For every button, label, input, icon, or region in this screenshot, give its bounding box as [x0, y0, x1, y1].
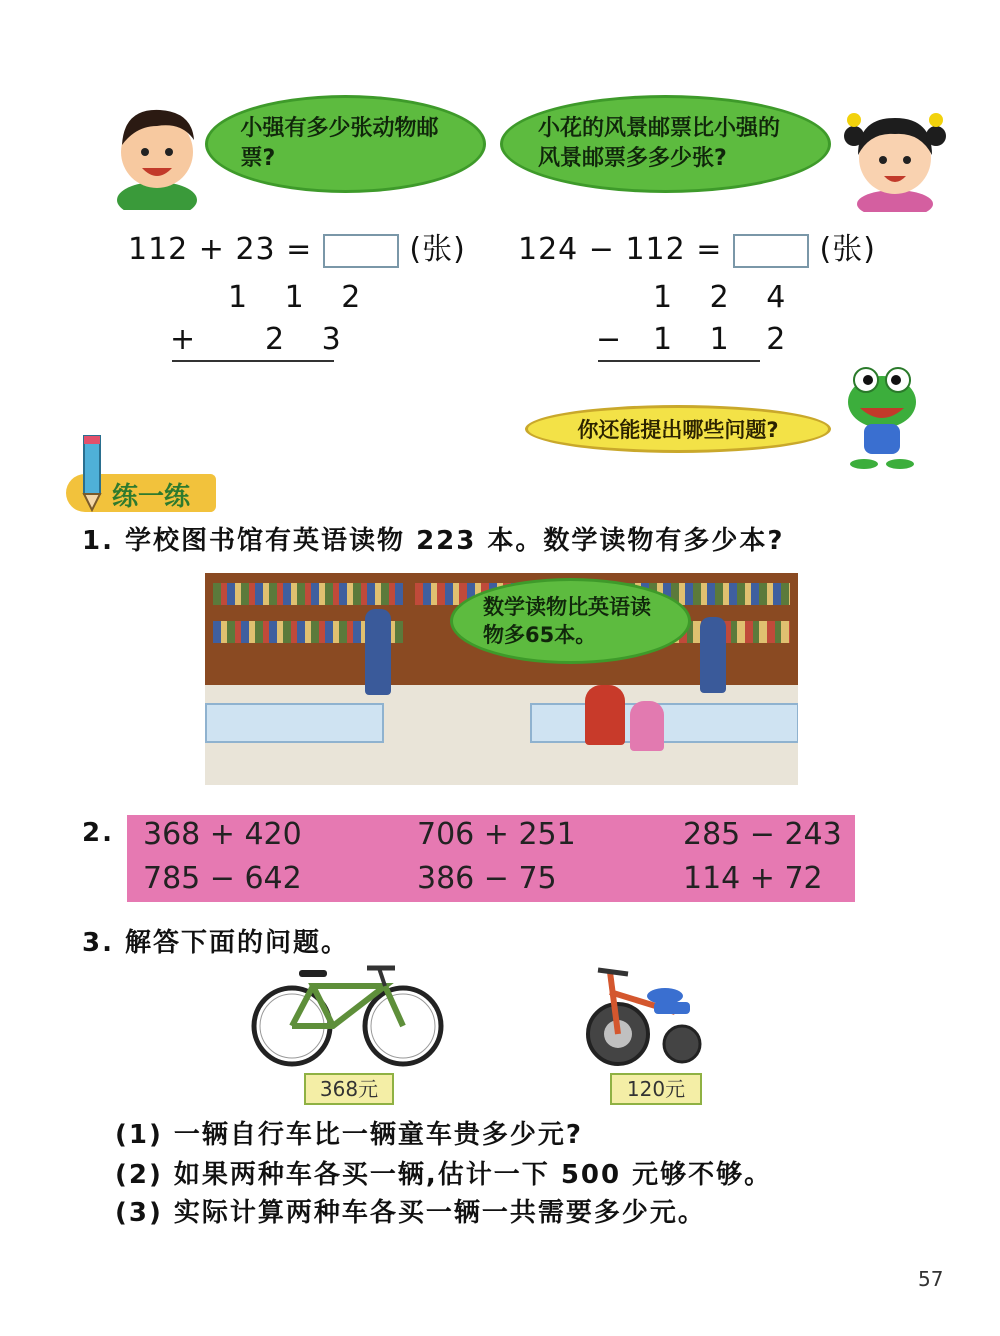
page-number: 57	[918, 1267, 944, 1291]
right-equation-unit: (张)	[819, 232, 876, 267]
drill-item: 785 − 642	[143, 861, 302, 896]
right-equation	[518, 224, 876, 268]
bicycle-illustration	[245, 962, 450, 1067]
left-equation-unit: (张)	[409, 232, 466, 267]
right-vertical-line	[598, 360, 760, 362]
drill-item: 368 + 420	[143, 817, 302, 852]
practice-label	[66, 474, 216, 512]
left-answer-box[interactable]	[323, 234, 399, 268]
left-equation-expr: 112 + 23 =	[128, 232, 313, 267]
right-vertical-op: −	[596, 322, 636, 357]
bicycle-price-tag: 368元	[304, 1073, 394, 1105]
pencil-icon	[72, 432, 112, 512]
library-speech-text: 数学读物比英语读物多65本。	[483, 595, 651, 647]
question-1: 1. 学校图书馆有英语读物 223 本。数学读物有多少本?	[82, 526, 785, 556]
drill-item: 114 + 72	[683, 861, 823, 896]
frog-speech-text: 你还能提出哪些问题?	[577, 418, 779, 442]
subquestion-2: (2) 如果两种车各买一辆,估计一下 500 元够不够。	[115, 1160, 773, 1190]
right-equation-expr: 124 − 112 =	[518, 232, 723, 267]
question-3: 3. 解答下面的问题。	[82, 928, 350, 958]
practice-label-text: 练一练	[112, 482, 191, 512]
right-vertical-top: 1 2 4	[653, 280, 800, 315]
girl-speech-text: 小花的风景邮票比小强的风景邮票多多少张?	[538, 116, 781, 171]
right-vertical-bottom: 1 1 2	[653, 322, 800, 357]
drill-item: 706 + 251	[417, 817, 576, 852]
left-vertical-bottom: 2 3	[265, 322, 355, 357]
right-answer-box[interactable]	[733, 234, 809, 268]
subquestion-3: (3) 实际计算两种车各买一辆一共需要多少元。	[115, 1198, 706, 1228]
boy-speech-bubble	[205, 95, 486, 193]
left-vertical-line	[172, 360, 334, 362]
frog-speech-bubble	[525, 405, 831, 453]
left-vertical-top: 1 1 2	[228, 280, 375, 315]
drill-item: 386 − 75	[417, 861, 557, 896]
tricycle-illustration	[570, 962, 705, 1072]
boy-speech-text: 小强有多少张动物邮票?	[240, 116, 439, 171]
girl-speech-bubble	[500, 95, 831, 193]
tricycle-price-tag: 120元	[610, 1073, 702, 1105]
subquestion-1: (1) 一辆自行车比一辆童车贵多少元?	[115, 1120, 583, 1150]
question-2-number: 2.	[82, 818, 114, 848]
left-equation	[128, 224, 466, 268]
drill-item: 285 − 243	[683, 817, 842, 852]
calculation-drill	[127, 815, 855, 902]
frog-illustration	[842, 362, 922, 472]
library-speech-bubble	[450, 578, 691, 664]
girl-illustration	[840, 100, 950, 212]
left-vertical-op: +	[170, 322, 210, 357]
boy-illustration	[112, 100, 202, 210]
